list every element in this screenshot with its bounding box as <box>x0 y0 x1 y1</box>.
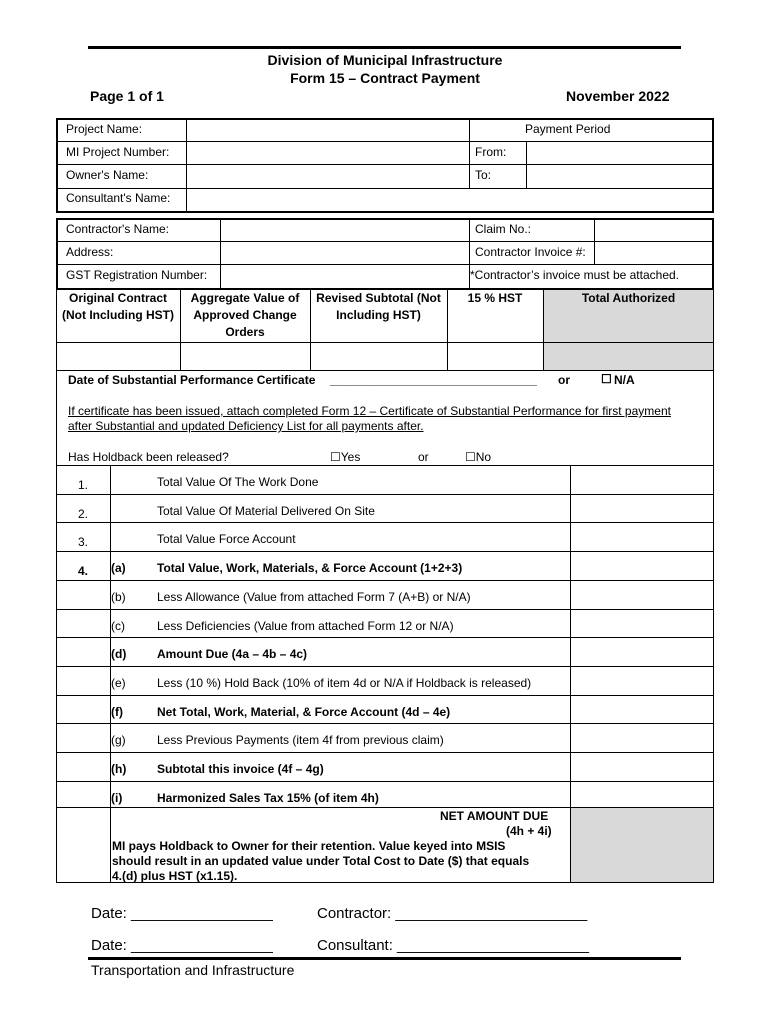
hst-field[interactable] <box>448 343 542 370</box>
row-amount-field[interactable] <box>571 495 713 523</box>
row-description: Amount Due (4a – 4b – 4c) <box>157 647 308 661</box>
row-amount-field[interactable] <box>571 782 713 810</box>
total-authorized-header: Total Authorized <box>581 291 676 305</box>
row-amount-field[interactable] <box>571 552 713 580</box>
holdback-or: or <box>418 450 429 464</box>
net-amount-formula: (4h + 4i) <box>506 824 552 838</box>
row-sub-label: (g) <box>111 733 126 747</box>
owners-name-field[interactable] <box>188 166 468 186</box>
row-sub-label: (e) <box>111 676 126 690</box>
mi-project-number-field[interactable] <box>188 143 468 163</box>
row-description: Less Allowance (Value from attached Form 7 (A+B) or N/A) <box>157 590 471 604</box>
row-description: Less (10 %) Hold Back (10% of item 4d or N/A if Holdback is released) <box>157 676 532 690</box>
row-amount-field[interactable] <box>571 638 713 666</box>
hst-header: 15 % HST <box>467 291 523 305</box>
row-amount-field[interactable] <box>571 466 713 494</box>
row-number: 3. <box>78 535 89 549</box>
from-field[interactable] <box>528 143 712 163</box>
mi-project-number-label: MI Project Number: <box>66 145 170 159</box>
net-amount-label: NET AMOUNT DUE <box>440 809 549 823</box>
row-description: Harmonized Sales Tax 15% (of item 4h) <box>157 791 379 805</box>
row-sub-label: (h) <box>111 762 127 776</box>
row-amount-field[interactable] <box>571 581 713 609</box>
address-field[interactable] <box>222 243 468 263</box>
row-description: Total Value Of Material Delivered On Site <box>157 504 375 518</box>
consultant-signature[interactable]: Consultant: _______________________ <box>317 937 589 954</box>
na-checkbox[interactable]: ☐ <box>601 372 612 386</box>
holdback-note-2: should result in an updated value under Total Cost to Date ($) that equals <box>112 854 530 868</box>
to-label: To: <box>475 168 492 182</box>
to-field[interactable] <box>528 166 712 186</box>
row-sub-label: (d) <box>111 647 127 661</box>
invoice-no-label: Contractor Invoice #: <box>475 245 586 259</box>
certificate-note-2: after Substantial and updated Deficiency List for all payments after. <box>68 419 424 433</box>
claim-no-field[interactable] <box>596 220 712 240</box>
revised-subtotal-field[interactable] <box>311 343 446 370</box>
row-description: Less Previous Payments (item 4f from previous claim) <box>157 733 444 747</box>
row-description: Total Value Force Account <box>157 532 296 546</box>
na-label: N/A <box>614 373 635 387</box>
invoice-note: *Contractor’s invoice must be attached. <box>470 268 679 282</box>
consultants-name-field[interactable] <box>188 190 712 211</box>
holdback-note-3: 4.(d) plus HST (x1.15). <box>112 869 238 883</box>
row-amount-field[interactable] <box>571 753 713 781</box>
contractors-name-field[interactable] <box>222 220 468 240</box>
row-amount-field[interactable] <box>571 523 713 551</box>
row-number: 4. <box>78 564 89 578</box>
original-contract-field[interactable] <box>57 343 179 370</box>
form-title: Form 15 – Contract Payment <box>290 70 480 86</box>
row-sub-label: (f) <box>111 705 123 719</box>
row-sub-label: (i) <box>111 791 123 805</box>
row-number: 1. <box>78 478 89 492</box>
bottom-rule <box>88 957 681 960</box>
row-description: Total Value Of The Work Done <box>157 475 319 489</box>
owners-name-label: Owner's Name: <box>66 168 149 182</box>
or-label: or <box>558 373 570 387</box>
row-description: Subtotal this invoice (4f – 4g) <box>157 762 324 776</box>
row-sub-label: (b) <box>111 590 126 604</box>
holdback-note-1: MI pays Holdback to Owner for their retention. Value keyed into MSIS <box>112 839 506 853</box>
payment-period-label: Payment Period <box>525 122 611 136</box>
contractor-signature[interactable]: Contractor: _______________________ <box>317 905 588 922</box>
address-label: Address: <box>66 245 114 259</box>
contractors-name-label: Contractor's Name: <box>66 222 169 236</box>
consultants-name-label: Consultant's Name: <box>66 191 171 205</box>
holdback-no-checkbox[interactable]: ☐No <box>465 450 492 464</box>
row-description: Less Deficiencies (Value from attached Form 12 or N/A) <box>157 619 454 633</box>
footer-text: Transportation and Infrastructure <box>91 962 295 978</box>
date-2-field[interactable]: Date: _________________ <box>91 937 273 954</box>
revised-subtotal-header: Revised Subtotal (Not Including HST) <box>316 291 441 322</box>
row-amount-field[interactable] <box>571 667 713 695</box>
aggregate-value-field[interactable] <box>181 343 309 370</box>
project-name-field[interactable] <box>188 120 468 140</box>
gst-field[interactable] <box>222 266 468 288</box>
substantial-date-blank[interactable]: _______________________________ <box>330 373 537 387</box>
from-label: From: <box>475 145 507 159</box>
aggregate-value-header: Aggregate Value of Approved Change Orders <box>190 291 300 339</box>
date-1-field[interactable]: Date: _________________ <box>91 905 273 922</box>
original-contract-header: Original Contract (Not Including HST) <box>62 291 174 322</box>
row-sub-label: (c) <box>111 619 125 633</box>
invoice-no-field[interactable] <box>596 243 712 263</box>
holdback-yes-checkbox[interactable]: ☐Yes <box>330 450 361 464</box>
row-description: Total Value, Work, Materials, & Force Account (1+2+3) <box>157 561 463 575</box>
certificate-note-1: If certificate has been issued, attach completed Form 12 – Certificate of Substantial Performance for first payment <box>68 404 671 418</box>
page-number: Page 1 of 1 <box>90 88 164 104</box>
holdback-question: Has Holdback been released? <box>68 450 229 464</box>
project-name-label: Project Name: <box>66 122 143 136</box>
row-description: Net Total, Work, Material, & Force Account (4d – 4e) <box>157 705 451 719</box>
row-sub-label: (a) <box>111 561 126 575</box>
substantial-label: Date of Substantial Performance Certificate <box>68 373 316 387</box>
claim-no-label: Claim No.: <box>475 222 532 236</box>
form-date: November 2022 <box>566 88 670 104</box>
row-amount-field[interactable] <box>571 696 713 724</box>
row-amount-field[interactable] <box>571 724 713 752</box>
row-number: 2. <box>78 507 89 521</box>
top-rule <box>88 46 681 49</box>
row-amount-field[interactable] <box>571 610 713 638</box>
division-title: Division of Municipal Infrastructure <box>267 52 503 68</box>
gst-label: GST Registration Number: <box>66 268 208 282</box>
